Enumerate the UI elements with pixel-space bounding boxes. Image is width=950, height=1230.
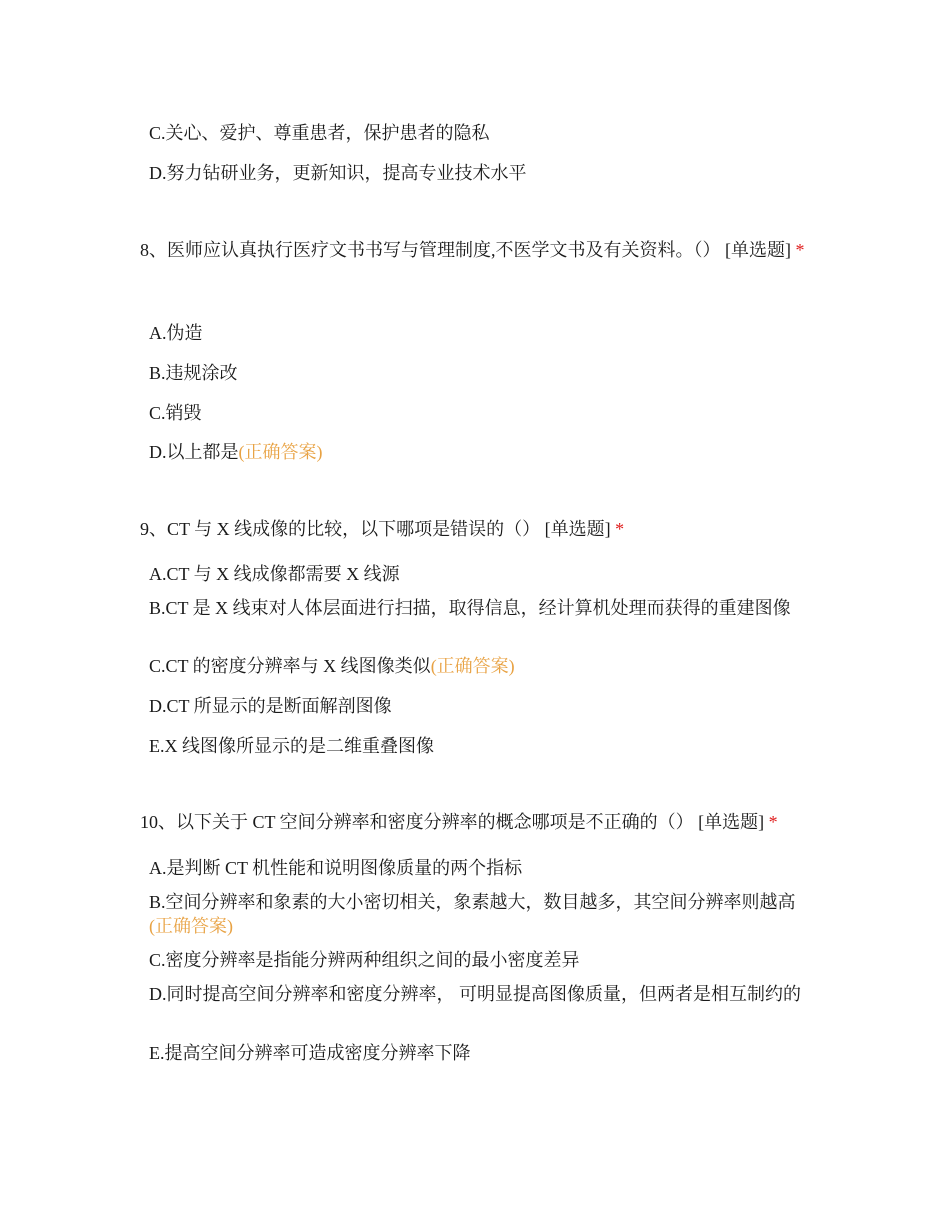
option-text: D.以上都是 <box>149 442 239 462</box>
correct-answer-marker: (正确答案) <box>149 916 233 936</box>
correct-answer-marker: (正确答案) <box>430 656 515 676</box>
option-9-e <box>149 734 804 758</box>
option-8-c <box>149 401 804 425</box>
option-8-b <box>149 361 804 385</box>
correct-answer-marker: (正确答案) <box>238 442 323 462</box>
required-marker: * <box>615 519 625 539</box>
question-8-title <box>140 231 805 269</box>
question-10-title <box>140 803 805 841</box>
option-10-c <box>149 948 804 972</box>
option-text: B.空间分辨率和象素的大小密切相关，象素越大，数目越多，其空间分辨率则越高 <box>149 892 796 912</box>
option-text: D.努力钻研业务，更新知识，提高专业技术水平 <box>149 163 527 183</box>
option-7-c <box>149 121 804 145</box>
option-text: C.CT 的密度分辨率与 X 线图像类似 <box>149 656 431 676</box>
option-text: E.提高空间分辨率可造成密度分辨率下降 <box>149 1043 471 1063</box>
option-9-c <box>149 654 804 678</box>
option-text: B.违规涂改 <box>149 363 238 383</box>
option-text: B.CT 是 X 线束对人体层面进行扫描，取得信息，经计算机处理而获得的重建图像 <box>149 598 791 618</box>
option-9-b <box>149 596 804 620</box>
option-text: D.同时提高空间分辨率和密度分辨率， 可明显提高图像质量，但两者是相互制约的 <box>149 984 801 1004</box>
option-10-d <box>149 982 804 1006</box>
question-text: 10、以下关于 CT 空间分辨率和密度分辨率的概念哪项是不正确的（） [单选题] <box>140 812 765 832</box>
option-9-a <box>149 562 804 586</box>
option-8-a <box>149 321 804 345</box>
option-10-b <box>149 890 804 938</box>
question-text: 8、医师应认真执行医疗文书书写与管理制度,不医学文书及有关资料。（） [单选题] <box>140 240 791 260</box>
option-8-d <box>149 440 804 464</box>
option-text: A.伪造 <box>149 323 203 343</box>
option-text: A.是判断 CT 机性能和说明图像质量的两个指标 <box>149 858 523 878</box>
option-10-e <box>149 1041 804 1065</box>
required-marker: * <box>795 240 805 260</box>
option-text: C.销毁 <box>149 403 202 423</box>
option-text: E.X 线图像所显示的是二维重叠图像 <box>149 736 434 756</box>
option-text: C.关心、爱护、尊重患者，保护患者的隐私 <box>149 123 490 143</box>
option-text: D.CT 所显示的是断面解剖图像 <box>149 696 392 716</box>
option-10-a <box>149 856 804 880</box>
option-text: A.CT 与 X 线成像都需要 X 线源 <box>149 564 400 584</box>
question-text: 9、CT 与 X 线成像的比较，以下哪项是错误的（） [单选题] <box>140 519 611 539</box>
option-9-d <box>149 694 804 718</box>
question-9-title <box>140 510 805 548</box>
required-marker: * <box>768 812 778 832</box>
option-7-d <box>149 161 804 185</box>
option-text: C.密度分辨率是指能分辨两种组织之间的最小密度差异 <box>149 950 580 970</box>
